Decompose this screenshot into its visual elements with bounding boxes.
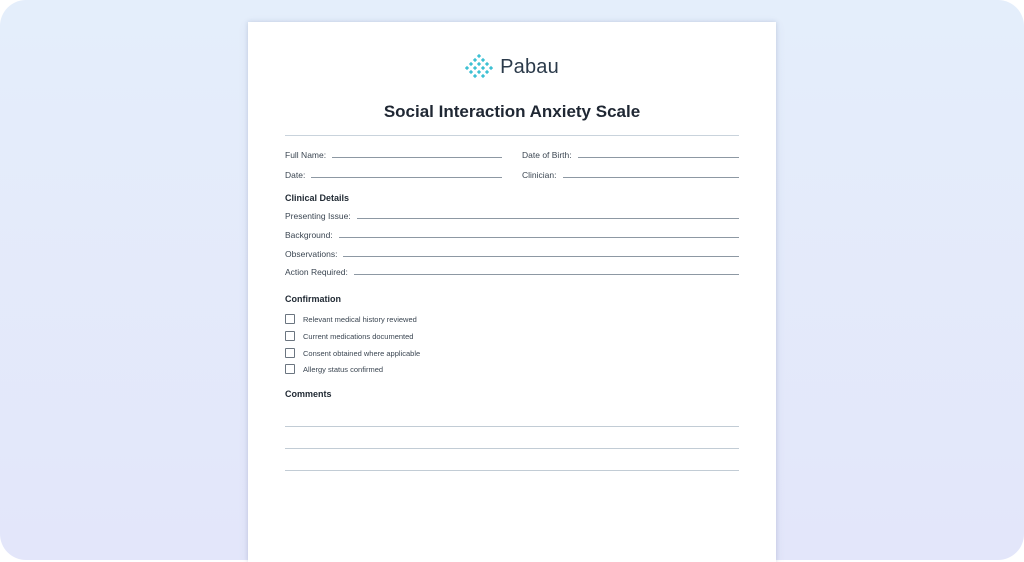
confirmation-heading: Confirmation xyxy=(285,294,341,304)
comment-line[interactable] xyxy=(285,426,739,427)
presenting-issue-line[interactable] xyxy=(357,217,739,219)
checklist-label: Relevant medical history reviewed xyxy=(303,314,417,324)
comments-heading: Comments xyxy=(285,389,332,399)
clinician-field[interactable] xyxy=(522,170,739,180)
full-name-line[interactable] xyxy=(332,156,502,158)
observations-label: Observations: xyxy=(285,249,338,259)
presenting-issue-label: Presenting Issue: xyxy=(285,211,351,221)
checklist-item[interactable] xyxy=(285,348,420,358)
action-required-label: Action Required: xyxy=(285,267,348,277)
clinical-details-heading: Clinical Details xyxy=(285,193,350,203)
pabau-logo xyxy=(285,54,739,80)
clinician-line[interactable] xyxy=(563,176,740,178)
checklist-item[interactable] xyxy=(285,331,413,341)
clinician-label: Clinician: xyxy=(522,170,557,180)
logo-text: Pabau xyxy=(500,55,559,78)
diamond-dots-logo-icon xyxy=(465,54,493,80)
comment-line[interactable] xyxy=(285,448,739,449)
action-required-field[interactable] xyxy=(285,267,739,277)
presenting-issue-field[interactable] xyxy=(285,211,739,221)
background-label: Background: xyxy=(285,230,333,240)
observations-field[interactable] xyxy=(285,249,739,259)
comment-line[interactable] xyxy=(285,470,739,471)
checklist-item[interactable] xyxy=(285,364,383,374)
checklist-label: Consent obtained where applicable xyxy=(303,348,421,358)
date-field[interactable] xyxy=(285,170,502,180)
date-label: Date: xyxy=(285,170,306,180)
checkbox[interactable] xyxy=(285,331,295,341)
checklist-label: Current medications documented xyxy=(303,331,414,341)
date-of-birth-label: Date of Birth: xyxy=(522,150,572,160)
date-of-birth-field[interactable] xyxy=(522,150,739,160)
checklist-label: Allergy status confirmed xyxy=(303,364,384,374)
form-sheet xyxy=(248,22,776,562)
checkbox[interactable] xyxy=(285,364,295,374)
checklist-item[interactable] xyxy=(285,314,417,324)
observations-line[interactable] xyxy=(343,255,739,257)
checkbox[interactable] xyxy=(285,348,295,358)
full-name-field[interactable] xyxy=(285,150,502,160)
document-title: Social Interaction Anxiety Scale xyxy=(383,102,641,121)
date-of-birth-line[interactable] xyxy=(578,156,739,158)
background-line[interactable] xyxy=(339,236,739,238)
date-line[interactable] xyxy=(311,176,502,178)
title-divider xyxy=(285,135,739,136)
action-required-line[interactable] xyxy=(354,273,739,275)
background-field[interactable] xyxy=(285,230,739,240)
checkbox[interactable] xyxy=(285,314,295,324)
full-name-label: Full Name: xyxy=(285,150,327,160)
